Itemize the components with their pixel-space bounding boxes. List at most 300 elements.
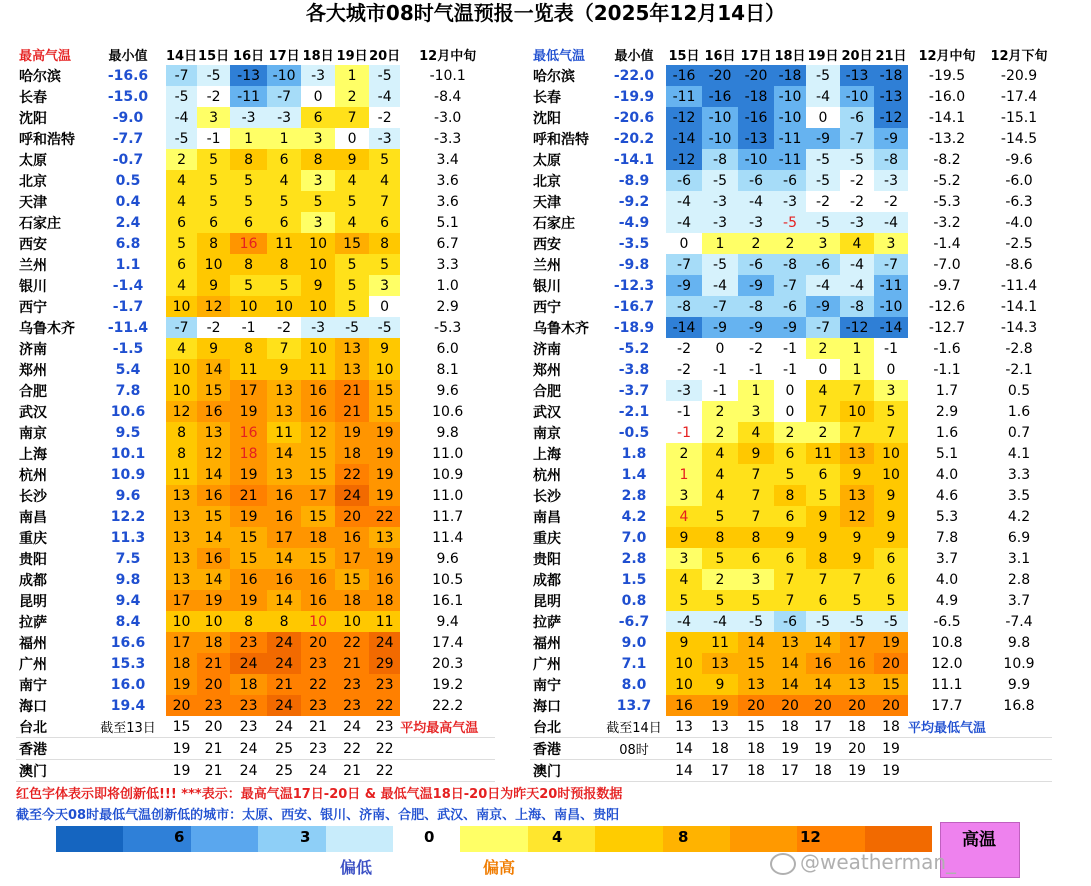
min-value: 2.4 (115, 214, 141, 231)
table-row (16, 632, 495, 653)
forecast-cell: -13 (840, 65, 874, 86)
forecast-cell: -7 (166, 317, 197, 338)
station-cell: 23 (301, 738, 335, 760)
legend-segment (865, 826, 932, 852)
avg-value: 1.7 (935, 382, 959, 399)
right-header-cell: 最低气温 (533, 49, 586, 64)
forecast-cell: 4 (702, 443, 738, 464)
forecast-cell: 15 (197, 506, 230, 527)
min-value: -20.6 (613, 109, 655, 126)
forecast-cell: 7 (738, 464, 774, 485)
forecast-cell: -5 (738, 611, 774, 632)
table-row (530, 653, 1052, 674)
avg-value: 3.4 (436, 151, 459, 168)
avg-value: 3.3 (1007, 466, 1031, 483)
forecast-cell: 19 (369, 443, 400, 464)
table-row (16, 695, 495, 716)
forecast-cell: -10 (840, 86, 874, 107)
left-header-cell: 15日 (198, 49, 230, 64)
min-value: 1.5 (621, 571, 647, 588)
min-value: 13.7 (616, 697, 652, 714)
forecast-cell: 16 (301, 401, 335, 422)
forecast-cell: 17 (230, 380, 267, 401)
city-name: 拉萨 (533, 614, 561, 631)
forecast-cell: -1 (702, 359, 738, 380)
forecast-cell: -3 (774, 191, 806, 212)
station-cell: 21 (197, 738, 230, 760)
forecast-cell: 9 (806, 506, 840, 527)
avg-value: 2.9 (436, 298, 459, 315)
min-value: 7.8 (115, 382, 141, 399)
forecast-cell: 3 (738, 401, 774, 422)
forecast-cell: -11 (230, 86, 267, 107)
forecast-cell: 18 (335, 590, 369, 611)
station-cell: 19 (166, 738, 197, 760)
forecast-cell: 6 (806, 590, 840, 611)
table-row (16, 338, 495, 359)
forecast-cell: 10 (197, 611, 230, 632)
min-value: 15.3 (110, 655, 146, 672)
forecast-cell: -4 (806, 275, 840, 296)
forecast-cell: 5 (197, 170, 230, 191)
forecast-cell: 20 (840, 695, 874, 716)
forecast-cell: -2 (738, 338, 774, 359)
legend-tick: 8 (678, 828, 689, 846)
city-name: 杭州 (19, 467, 47, 484)
station-cell: 15 (166, 716, 197, 738)
forecast-cell: 9 (301, 275, 335, 296)
forecast-cell: 16 (230, 569, 267, 590)
forecast-cell: -7 (267, 86, 301, 107)
forecast-cell: 8 (267, 611, 301, 632)
avg-value: 6.7 (436, 235, 459, 252)
forecast-cell: -4 (369, 86, 400, 107)
forecast-cell: 5 (774, 464, 806, 485)
city-name: 兰州 (19, 257, 47, 274)
min-value: -7.7 (112, 130, 144, 147)
min-value: -4.9 (618, 214, 650, 231)
city-name: 福州 (19, 635, 47, 652)
forecast-cell: -7 (774, 275, 806, 296)
avg-value: 17.7 (931, 697, 963, 714)
left-header-cell: 最高气温 (19, 49, 72, 64)
table-row (16, 464, 495, 485)
forecast-cell: 13 (335, 359, 369, 380)
table-row (16, 86, 495, 107)
forecast-cell: 22 (301, 674, 335, 695)
forecast-cell: -4 (738, 191, 774, 212)
forecast-cell: 15 (369, 380, 400, 401)
avg-label (986, 760, 1052, 782)
forecast-cell: 10 (666, 653, 702, 674)
avg-value: -12.7 (928, 319, 966, 336)
forecast-cell: 15 (335, 569, 369, 590)
forecast-cell: 23 (230, 632, 267, 653)
forecast-cell: -5 (840, 149, 874, 170)
forecast-cell: -10 (702, 107, 738, 128)
forecast-cell: 12 (197, 296, 230, 317)
forecast-cell: 15 (874, 674, 908, 695)
data-cutoff (90, 760, 166, 782)
forecast-cell: 6 (166, 212, 197, 233)
forecast-cell: -8 (738, 296, 774, 317)
station-cell: 22 (369, 760, 400, 782)
forecast-cell: 4 (335, 170, 369, 191)
forecast-cell: 18 (166, 653, 197, 674)
forecast-cell: 17 (166, 590, 197, 611)
forecast-cell: 22 (335, 632, 369, 653)
forecast-cell: -9 (738, 317, 774, 338)
legend-tick: 0 (424, 828, 435, 846)
station-cell: 18 (738, 738, 774, 760)
forecast-cell: 2 (335, 86, 369, 107)
forecast-cell: 13 (197, 422, 230, 443)
forecast-cell: 7 (774, 590, 806, 611)
legend-tick: 12 (800, 828, 821, 846)
min-value: 8.4 (115, 613, 141, 630)
forecast-cell: 4 (166, 170, 197, 191)
forecast-cell: 8 (301, 149, 335, 170)
max-temp-table (16, 44, 495, 782)
station-cell: 18 (806, 760, 840, 782)
forecast-cell: 21 (335, 653, 369, 674)
min-value: 0.5 (115, 172, 141, 189)
forecast-cell: 20 (335, 506, 369, 527)
table-row (16, 233, 495, 254)
forecast-cell: 13 (166, 548, 197, 569)
forecast-cell: 9 (874, 527, 908, 548)
table-row (530, 170, 1052, 191)
forecast-cell: 16 (301, 590, 335, 611)
min-temp-table (530, 44, 1052, 782)
avg-value: -7.4 (1005, 613, 1033, 630)
forecast-cell: 8 (738, 527, 774, 548)
forecast-cell: 21 (197, 653, 230, 674)
forecast-cell: -10 (774, 86, 806, 107)
forecast-cell: 2 (774, 422, 806, 443)
table-row (16, 191, 495, 212)
forecast-cell: 5 (230, 191, 267, 212)
forecast-cell: 21 (230, 485, 267, 506)
avg-value: 20.3 (432, 655, 464, 672)
city-name: 成都 (533, 572, 561, 589)
avg-value: 9.8 (436, 424, 459, 441)
forecast-cell: 10 (335, 611, 369, 632)
forecast-cell: 4 (666, 569, 702, 590)
avg-value: 3.6 (436, 172, 459, 189)
forecast-cell: 5 (666, 590, 702, 611)
city-name: 呼和浩特 (19, 131, 75, 148)
avg-value: -11.4 (1000, 277, 1038, 294)
forecast-cell: 4 (369, 170, 400, 191)
forecast-cell: 2 (806, 338, 840, 359)
forecast-cell: 21 (335, 401, 369, 422)
forecast-cell: -7 (874, 254, 908, 275)
avg-value: 8.1 (436, 361, 459, 378)
station-cell: 24 (230, 760, 267, 782)
right-header-cell: 12月中旬 (918, 49, 976, 64)
forecast-cell: 5 (335, 191, 369, 212)
forecast-cell: 7 (840, 569, 874, 590)
forecast-cell: 0 (369, 296, 400, 317)
city-name: 重庆 (533, 530, 561, 547)
forecast-cell: 11 (806, 443, 840, 464)
forecast-cell: 23 (335, 695, 369, 716)
table-row (530, 191, 1052, 212)
forecast-cell: 13 (267, 401, 301, 422)
forecast-cell: -10 (774, 107, 806, 128)
forecast-cell: 5 (197, 149, 230, 170)
table-row (530, 86, 1052, 107)
min-value: 1.4 (621, 466, 647, 483)
min-value: 12.2 (110, 508, 146, 525)
table-row (16, 107, 495, 128)
avg-value: 4.6 (935, 487, 959, 504)
forecast-cell: 7 (738, 485, 774, 506)
station-cell: 17 (774, 760, 806, 782)
forecast-cell: 3 (197, 107, 230, 128)
station-row (16, 738, 495, 760)
city-name: 南昌 (19, 509, 47, 526)
forecast-cell: -18 (874, 65, 908, 86)
table-row (16, 380, 495, 401)
avg-value: 17.4 (432, 634, 464, 651)
forecast-cell: 1 (267, 128, 301, 149)
forecast-cell: 10 (166, 611, 197, 632)
table-row (16, 212, 495, 233)
forecast-cell: 9 (840, 464, 874, 485)
min-value: -5.2 (618, 340, 650, 357)
forecast-cell: 12 (166, 401, 197, 422)
forecast-cell: 8 (702, 527, 738, 548)
city-name: 贵阳 (533, 551, 561, 568)
forecast-cell: 1 (738, 380, 774, 401)
forecast-cell: 3 (301, 212, 335, 233)
avg-value: -1.4 (933, 235, 961, 252)
table-row (530, 422, 1052, 443)
min-value: 10.9 (110, 466, 146, 483)
forecast-cell: -11 (666, 86, 702, 107)
forecast-cell: 24 (267, 632, 301, 653)
avg-value: -9.6 (1005, 151, 1033, 168)
table-row (530, 254, 1052, 275)
forecast-cell: 14 (267, 548, 301, 569)
forecast-cell: 15 (230, 548, 267, 569)
forecast-cell: 4 (806, 380, 840, 401)
city-name: 乌鲁木齐 (533, 320, 589, 337)
avg-value: -13.2 (928, 130, 966, 147)
avg-value: 4.0 (935, 571, 959, 588)
forecast-cell: 5 (738, 590, 774, 611)
avg-value: 0.5 (1007, 382, 1031, 399)
avg-value: 1.6 (1007, 403, 1031, 420)
avg-value: 22.2 (432, 697, 464, 714)
city-name: 广州 (19, 656, 47, 673)
legend-tick: 3 (300, 828, 311, 846)
forecast-cell: 10 (166, 380, 197, 401)
avg-value: 4.2 (1007, 508, 1031, 525)
forecast-cell: -2 (840, 191, 874, 212)
station-cell: 23 (230, 716, 267, 738)
avg-value: 9.6 (436, 550, 459, 567)
forecast-cell: 5 (335, 275, 369, 296)
forecast-cell: 10 (301, 233, 335, 254)
forecast-cell: -4 (840, 275, 874, 296)
forecast-cell: -4 (666, 191, 702, 212)
city-name: 西宁 (533, 299, 561, 316)
warning-note: 红色字体表示即将创新低!!! ***表示：最高气温17日-20日 & 最低气温18日-20日为昨天20时预报数据 (16, 787, 623, 802)
legend-segment (56, 826, 123, 852)
avg-value: 11.0 (432, 487, 464, 504)
min-value: -3.5 (618, 235, 650, 252)
avg-value: 16.8 (1003, 697, 1035, 714)
min-value: -6.7 (618, 613, 650, 630)
avg-value: 6.9 (1007, 529, 1031, 546)
forecast-cell: 4 (840, 233, 874, 254)
legend-low-label: 偏低 (340, 858, 373, 877)
avg-value: -3.3 (434, 130, 462, 147)
forecast-cell: 0 (335, 128, 369, 149)
forecast-cell: -5 (197, 65, 230, 86)
min-value: 9.0 (621, 634, 647, 651)
forecast-cell: -9 (702, 317, 738, 338)
avg-value: 5.1 (935, 445, 959, 462)
table-row (16, 254, 495, 275)
forecast-cell: -1 (774, 338, 806, 359)
forecast-cell: -3 (230, 107, 267, 128)
forecast-cell: -10 (702, 128, 738, 149)
avg-value: -16.0 (928, 88, 966, 105)
table-row (16, 422, 495, 443)
forecast-cell: 15 (301, 548, 335, 569)
city-name: 南宁 (19, 677, 47, 694)
forecast-cell: 9 (666, 632, 702, 653)
station-cell: 21 (301, 716, 335, 738)
forecast-cell: -2 (666, 359, 702, 380)
avg-label: 平均最高气温 (400, 716, 495, 738)
station-cell: 24 (335, 716, 369, 738)
table-row (530, 380, 1052, 401)
station-cell: 19 (166, 760, 197, 782)
city-name: 长春 (19, 89, 47, 106)
avg-value: -5.3 (434, 319, 462, 336)
station-cell: 18 (774, 716, 806, 738)
right-header-cell: 最小值 (614, 49, 654, 64)
forecast-cell: 16 (230, 422, 267, 443)
forecast-cell: 22 (369, 695, 400, 716)
table-row (530, 359, 1052, 380)
forecast-cell: -1 (197, 128, 230, 149)
forecast-cell: 5 (197, 191, 230, 212)
forecast-cell: 23 (335, 674, 369, 695)
forecast-cell: 12 (840, 506, 874, 527)
min-value: -18.9 (613, 319, 655, 336)
avg-value: -14.1 (928, 109, 966, 126)
left-header-cell: 17日 (268, 49, 300, 64)
forecast-cell: -2 (874, 191, 908, 212)
forecast-cell: 15 (230, 527, 267, 548)
table-row (16, 653, 495, 674)
forecast-cell: 7 (267, 338, 301, 359)
station-cell: 20 (840, 738, 874, 760)
forecast-cell: 23 (369, 674, 400, 695)
forecast-cell: 10 (874, 443, 908, 464)
avg-value: 0.7 (1007, 424, 1031, 441)
city-name: 北京 (533, 173, 561, 190)
forecast-cell: -5 (774, 212, 806, 233)
avg-value: -10.1 (429, 67, 466, 84)
min-value: -0.7 (112, 151, 144, 168)
city-name: 台北 (530, 716, 602, 738)
table-row (530, 674, 1052, 695)
city-name: 台北 (16, 716, 90, 738)
table-row (530, 569, 1052, 590)
forecast-cell: 13 (166, 527, 197, 548)
forecast-cell: 1 (840, 359, 874, 380)
station-cell: 24 (230, 738, 267, 760)
min-value: 4.2 (621, 508, 647, 525)
forecast-cell: -4 (840, 254, 874, 275)
avg-value: 10.5 (432, 571, 464, 588)
avg-value: 11.0 (432, 445, 464, 462)
city-name: 南宁 (533, 677, 561, 694)
min-value: -9.0 (112, 109, 144, 126)
forecast-cell: 0 (702, 338, 738, 359)
forecast-cell: 24 (369, 632, 400, 653)
forecast-cell: 14 (806, 632, 840, 653)
forecast-cell: -2 (840, 170, 874, 191)
forecast-cell: 8 (230, 611, 267, 632)
forecast-cell: 11 (166, 464, 197, 485)
avg-value: 2.8 (1007, 571, 1031, 588)
forecast-cell: -14 (874, 317, 908, 338)
forecast-cell: 2 (666, 443, 702, 464)
city-name: 沈阳 (19, 110, 47, 127)
right-header-cell: 19日 (807, 49, 839, 64)
city-name: 西安 (533, 236, 561, 253)
forecast-cell: -5 (702, 170, 738, 191)
avg-value: -1.6 (933, 340, 961, 357)
city-name: 南昌 (533, 509, 561, 526)
forecast-cell: -10 (267, 65, 301, 86)
table-row (16, 569, 495, 590)
forecast-cell: -3 (874, 170, 908, 191)
forecast-cell: -9 (738, 275, 774, 296)
table-row (16, 275, 495, 296)
forecast-cell: 20 (738, 695, 774, 716)
min-value: -3.8 (618, 361, 650, 378)
forecast-cell: 11 (230, 359, 267, 380)
forecast-cell: 8 (230, 149, 267, 170)
forecast-cell: 9 (840, 527, 874, 548)
forecast-cell: 2 (702, 569, 738, 590)
avg-value: -14.3 (1000, 319, 1038, 336)
table-row (530, 212, 1052, 233)
forecast-cell: 5 (702, 590, 738, 611)
min-value: -1.5 (112, 340, 144, 357)
city-name: 太原 (533, 152, 561, 169)
forecast-cell: 12 (301, 422, 335, 443)
table-row (16, 296, 495, 317)
min-value: -14.1 (613, 151, 655, 168)
forecast-cell: -9 (666, 275, 702, 296)
avg-value: -4.0 (1005, 214, 1033, 231)
min-value: 0.4 (115, 193, 141, 210)
forecast-cell: 23 (301, 695, 335, 716)
forecast-cell: 4 (738, 422, 774, 443)
avg-value: 4.1 (1007, 445, 1031, 462)
table-row (530, 506, 1052, 527)
